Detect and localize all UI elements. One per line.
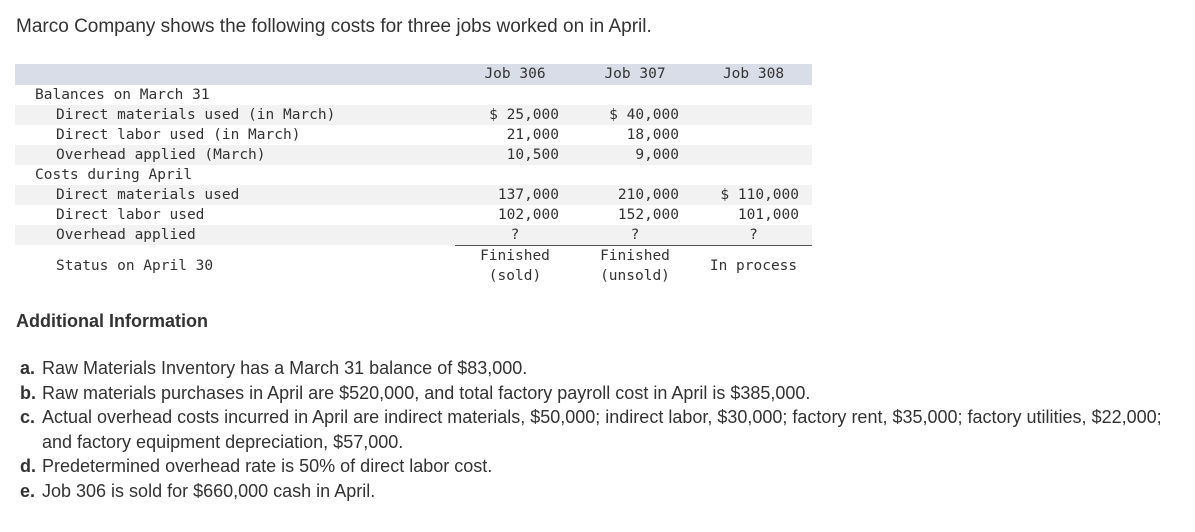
list-item <box>20 405 1190 454</box>
section-label: Balances on March 31 <box>35 87 210 103</box>
table-row <box>15 185 812 205</box>
item-text: Raw materials purchases in April are $520,000, and total factory payroll cost in April is $385,000. <box>42 382 811 403</box>
table-header-row <box>15 64 812 85</box>
status-line: Finished <box>480 248 550 264</box>
value-cell: 102,000 <box>497 207 559 223</box>
section-label: Costs during April <box>35 167 193 183</box>
unknown-value-cell: ? <box>510 227 520 243</box>
row-label: Direct materials used <box>56 187 240 203</box>
value-cell: 9,000 <box>635 147 679 163</box>
item-letter: d. <box>20 456 36 476</box>
item-letter: c. <box>20 407 36 427</box>
row-label: Direct materials used (in March) <box>56 107 336 123</box>
value-cell: 101,000 <box>737 207 799 223</box>
additional-info-title: Additional Information <box>16 311 208 331</box>
row-label: Status on April 30 <box>56 258 214 274</box>
item-text: Job 306 is sold for $660,000 cash in April. <box>42 480 376 501</box>
item-text: Actual overhead costs incurred in April are indirect materials, $50,000; indirect labor, $30,000; factory rent, $35,000; factory utilities, $22,000; and factory equipment depreciation, $57,000. <box>42 407 1162 452</box>
section-balances-row <box>15 85 812 105</box>
row-label: Overhead applied (March) <box>56 147 266 163</box>
status-line: Finished <box>600 248 670 264</box>
table-row <box>15 105 812 125</box>
header-job-306: Job 306 <box>484 66 546 82</box>
table-row <box>15 125 812 145</box>
item-text: Raw Materials Inventory has a March 31 balance of $83,000. <box>42 358 528 378</box>
intro-text: Marco Company shows the following costs for three jobs worked on in April. <box>16 16 652 37</box>
table-row <box>15 145 812 165</box>
value-cell: 18,000 <box>626 127 679 143</box>
value-cell: 137,000 <box>497 187 559 203</box>
list-item <box>20 454 1190 479</box>
header-job-307: Job 307 <box>604 66 666 82</box>
value-cell: 21,000 <box>506 127 559 143</box>
value-cell: 210,000 <box>617 187 679 203</box>
item-letter: b. <box>20 382 36 403</box>
header-job-308: Job 308 <box>722 66 785 82</box>
status-job-307 <box>575 246 695 286</box>
value-cell: 152,000 <box>617 207 679 223</box>
row-label: Direct labor used <box>56 207 205 223</box>
status-job-306 <box>455 246 575 286</box>
status-line: (unsold) <box>600 268 670 284</box>
job-cost-table <box>15 64 812 287</box>
value-cell: 10,500 <box>506 147 559 163</box>
item-letter: e. <box>20 480 36 501</box>
item-letter: a. <box>20 358 36 378</box>
list-item <box>20 381 1190 406</box>
value-cell: $ 25,000 <box>489 107 559 123</box>
list-item <box>20 479 1190 504</box>
unknown-value-cell: ? <box>749 227 758 243</box>
item-text: Predetermined overhead rate is 50% of direct labor cost. <box>42 456 493 476</box>
additional-info-list <box>20 356 1190 503</box>
section-costs-row <box>15 165 812 185</box>
row-label: Direct labor used (in March) <box>56 127 301 143</box>
value-cell: $ 110,000 <box>720 187 799 203</box>
status-row <box>15 245 812 287</box>
row-label: Overhead applied <box>56 227 196 243</box>
unknown-value-cell: ? <box>630 227 640 243</box>
overhead-applied-row <box>15 225 812 245</box>
value-cell: $ 40,000 <box>609 107 679 123</box>
list-item <box>20 356 1190 381</box>
table-row <box>15 205 812 225</box>
status-job-308: In process <box>709 258 798 274</box>
status-line: (sold) <box>488 268 542 284</box>
